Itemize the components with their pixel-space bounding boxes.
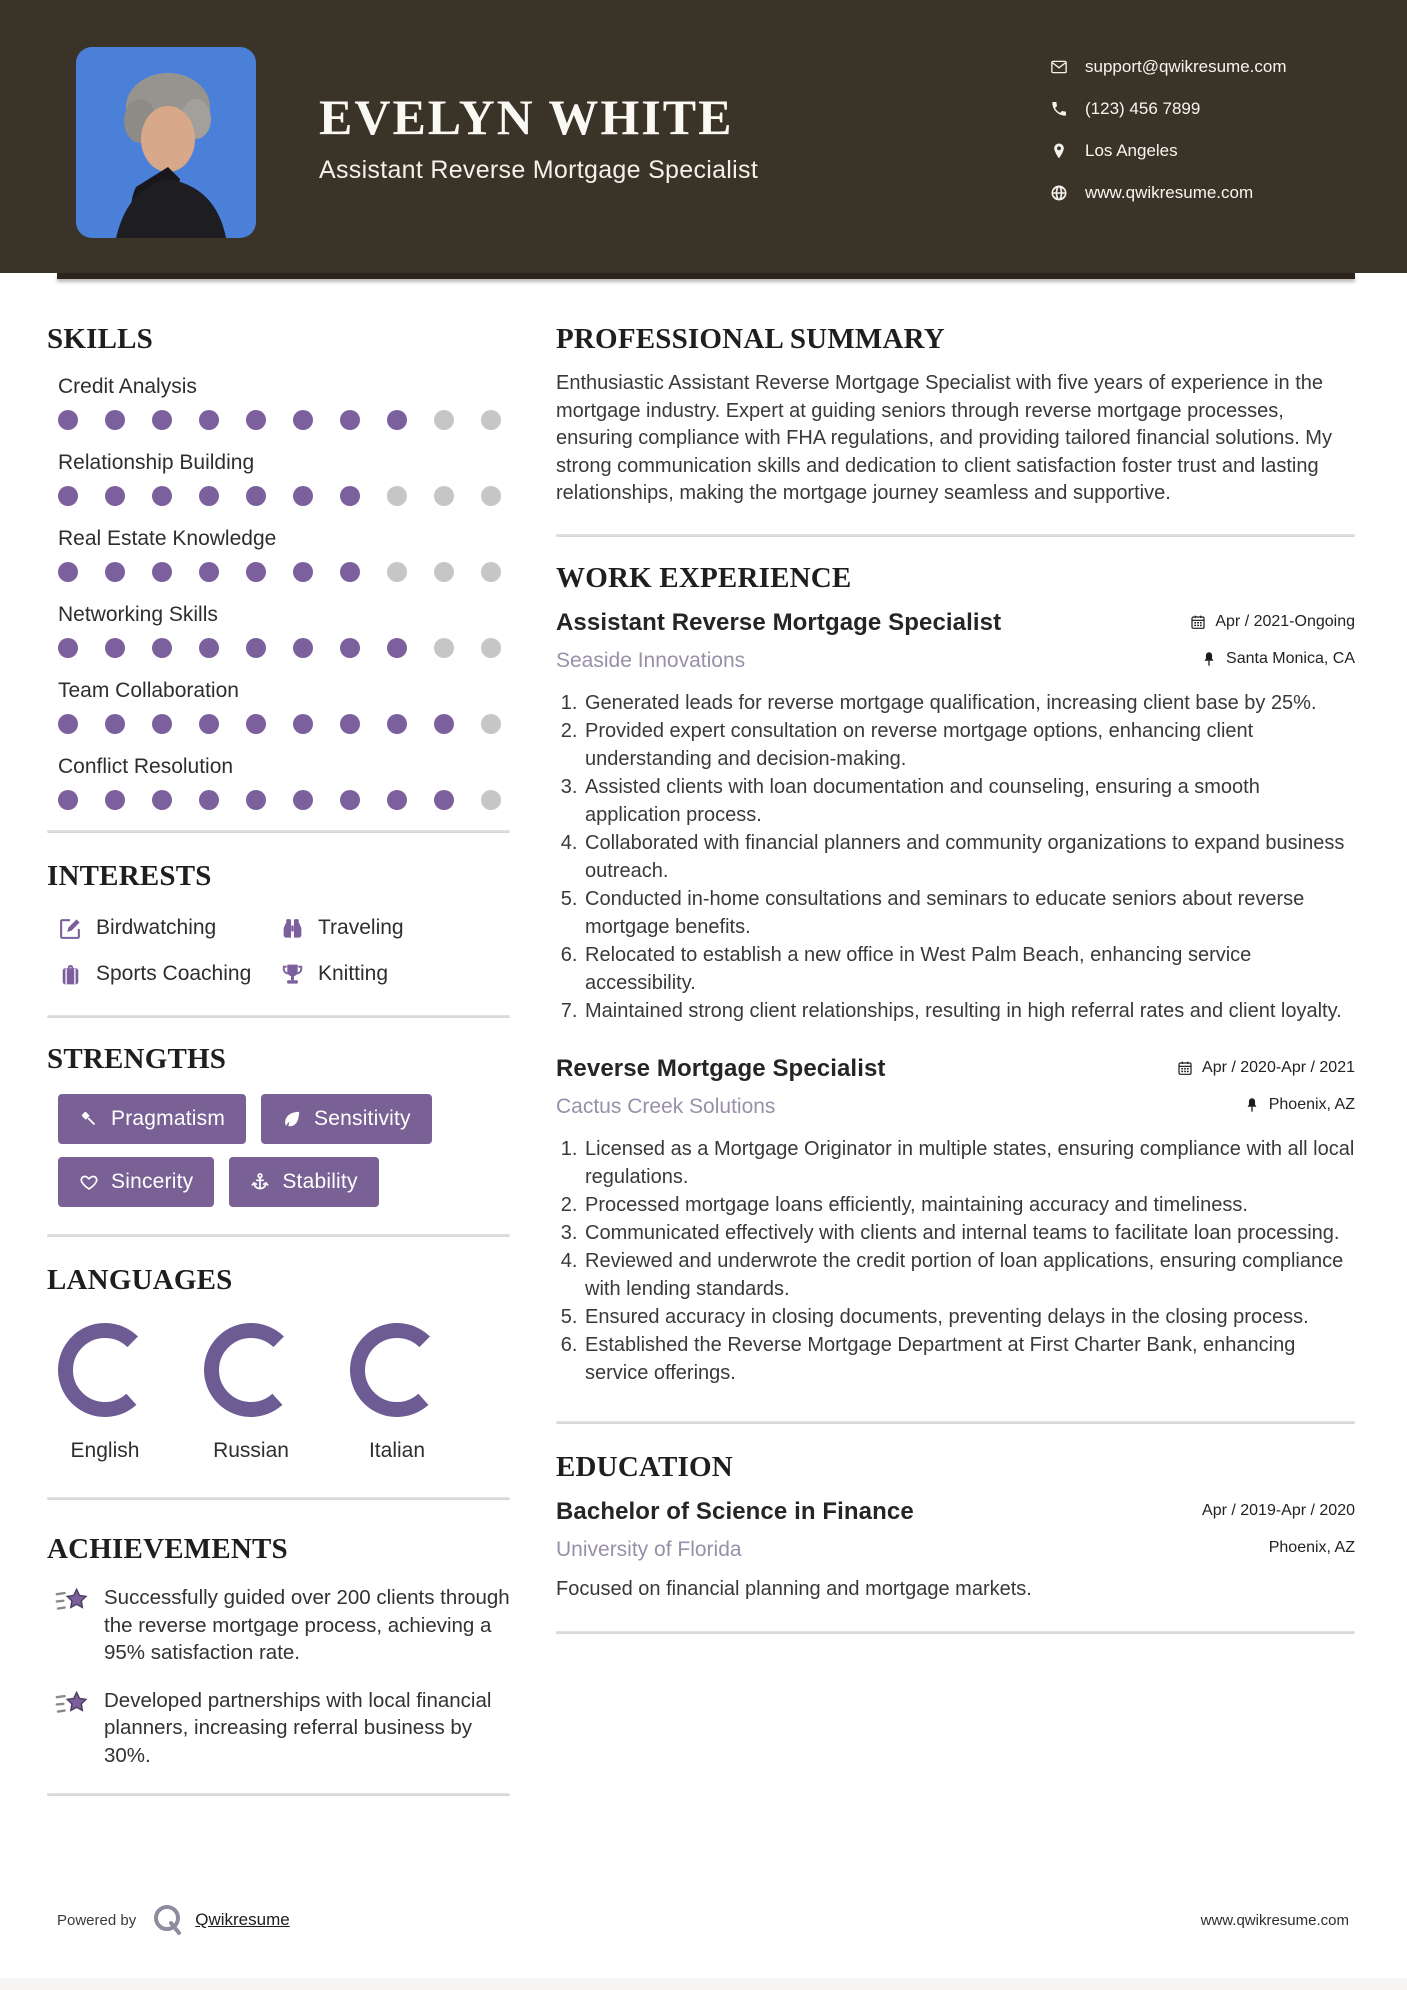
- contact-text: Los Angeles: [1085, 141, 1178, 160]
- skill-dot: [434, 638, 454, 658]
- skill-dot: [105, 638, 125, 658]
- job-location: [1244, 1096, 1355, 1114]
- education-heading: EDUCATION: [556, 1450, 733, 1483]
- achievement-text: Developed partnerships with local financial planners, increasing referral business by 30%.: [104, 1688, 492, 1767]
- phone-icon: [1050, 100, 1068, 118]
- degree-title: Bachelor of Science in Finance: [556, 1497, 914, 1525]
- skill-dot: [152, 714, 172, 734]
- interests-heading: INTERESTS: [47, 860, 212, 892]
- bottom-strip: [0, 1978, 1407, 1990]
- skill-dot: [199, 486, 219, 506]
- skill-dot: [340, 714, 360, 734]
- interests-list: [58, 913, 510, 989]
- job-title-row: [556, 609, 1355, 637]
- skill-dot: [58, 714, 78, 734]
- jobs-list: [556, 609, 1355, 1387]
- achievement-item: [55, 1687, 510, 1770]
- shooting-star-icon: [55, 1689, 91, 1721]
- section-divider: [47, 1234, 510, 1237]
- skill-dot: [434, 714, 454, 734]
- calendar-icon: [1177, 1060, 1193, 1076]
- company-name: Cactus Creek Solutions: [556, 1094, 776, 1118]
- interest-item: [58, 913, 280, 943]
- skill-dot: [246, 714, 266, 734]
- school-name: University of Florida: [556, 1537, 742, 1561]
- languages-heading: LANGUAGES: [47, 1264, 233, 1296]
- language-ring: [350, 1323, 444, 1417]
- globe-icon: [1050, 184, 1068, 202]
- job-date: [1190, 613, 1355, 631]
- powered-by-block: [57, 1902, 290, 1938]
- skill-item: [47, 374, 510, 430]
- strength-label: Sensitivity: [314, 1107, 411, 1130]
- skill-dot: [199, 410, 219, 430]
- person-title: Assistant Reverse Mortgage Specialist: [319, 156, 759, 184]
- job-bullet: 4. Collaborated with financial planners and community organizations to expand business outreach.: [583, 829, 1355, 885]
- trophy-icon: [280, 962, 305, 987]
- job-date-text: Apr / 2021-Ongoing: [1215, 612, 1355, 630]
- skill-dot: [293, 638, 313, 658]
- strength-badge: [58, 1157, 214, 1207]
- leaf-icon: [282, 1109, 302, 1129]
- skill-label: Credit Analysis: [58, 375, 197, 398]
- section-divider: [47, 1497, 510, 1500]
- skill-dot: [293, 486, 313, 506]
- skill-dot: [481, 714, 501, 734]
- skill-dot: [434, 790, 454, 810]
- strength-badge: [261, 1094, 432, 1144]
- language-item: [350, 1323, 444, 1463]
- education-date: Apr / 2019-Apr / 2020: [1177, 1502, 1355, 1520]
- education-entry: [556, 1498, 1355, 1601]
- summary-heading: PROFESSIONAL SUMMARY: [556, 323, 945, 355]
- skill-dot: [387, 790, 407, 810]
- language-label: Russian: [213, 1439, 289, 1462]
- contact-text: www.qwikresume.com: [1085, 183, 1254, 202]
- skill-dot: [246, 562, 266, 582]
- skill-dot: [434, 410, 454, 430]
- job-bullet: 2. Provided expert consultation on reverse mortgage options, enhancing client understanding and decision-making.: [583, 717, 1355, 773]
- skill-dot: [58, 638, 78, 658]
- skill-dot: [58, 486, 78, 506]
- pushpin-icon: [1244, 1540, 1260, 1556]
- job-bullet: 4. Reviewed and underwrote the credit portion of loan applications, ensuring compliance with lending standards.: [583, 1247, 1355, 1303]
- section-divider: [47, 1015, 510, 1018]
- job-bullet: 3. Communicated effectively with clients and internal teams to facilitate loan processing.: [583, 1219, 1355, 1247]
- skill-dot: [481, 486, 501, 506]
- language-label: English: [70, 1439, 140, 1462]
- skill-label: Networking Skills: [58, 603, 218, 626]
- skill-item: [47, 602, 510, 658]
- job-bullet: 3. Assisted clients with loan documentation and counseling, ensuring a smooth application process.: [583, 773, 1355, 829]
- skill-dot: [481, 638, 501, 658]
- interest-label: Knitting: [318, 962, 389, 985]
- skill-dot: [340, 486, 360, 506]
- skill-label: Relationship Building: [58, 451, 255, 474]
- contact-text: support@qwikresume.com: [1085, 57, 1287, 76]
- job-company-row: [556, 649, 1355, 673]
- heart-icon: [79, 1172, 99, 1192]
- job-bullets: [556, 689, 1355, 1025]
- job-company-row: [556, 1095, 1355, 1119]
- pushpin-icon: [1201, 651, 1217, 667]
- skill-item: [47, 450, 510, 506]
- skills-list: [47, 374, 510, 810]
- section-divider: [47, 830, 510, 833]
- interest-label: Sports Coaching: [96, 962, 252, 985]
- skill-dot: [199, 638, 219, 658]
- right-column: [556, 322, 1355, 1796]
- skill-dot: [387, 410, 407, 430]
- skill-dot: [152, 790, 172, 810]
- identity-block: [319, 89, 759, 185]
- skill-dot: [152, 562, 172, 582]
- job-date: [1177, 1059, 1355, 1077]
- gavel-icon: [79, 1109, 99, 1129]
- interest-item: [280, 959, 510, 989]
- job-bullet: 5. Conducted in-home consultations and seminars to educate seniors about reverse mortgage benefits.: [583, 885, 1355, 941]
- section-divider: [556, 1421, 1355, 1424]
- strength-label: Stability: [282, 1170, 358, 1193]
- skill-dot: [152, 410, 172, 430]
- anchor-icon: [250, 1172, 270, 1192]
- skill-dot: [340, 562, 360, 582]
- education-location: Phoenix, AZ: [1244, 1539, 1355, 1557]
- job-bullet: 2. Processed mortgage loans efficiently, maintaining accuracy and timeliness.: [583, 1191, 1355, 1219]
- job-entry: [556, 609, 1355, 1025]
- skill-dot: [387, 638, 407, 658]
- skill-dot: [387, 486, 407, 506]
- header: [0, 0, 1407, 273]
- skill-dot: [105, 562, 125, 582]
- job-bullet: 1. Generated leads for reverse mortgage qualification, increasing client base by 25%.: [583, 689, 1355, 717]
- work-experience-heading: WORK EXPERIENCE: [556, 561, 852, 594]
- interest-item: [58, 959, 280, 989]
- skill-dot: [481, 790, 501, 810]
- strengths-list: [58, 1094, 510, 1220]
- email-icon: [1050, 58, 1068, 76]
- footer: [57, 1902, 1349, 1938]
- skill-dot: [293, 714, 313, 734]
- section-divider: [47, 1793, 510, 1796]
- location-icon: [1050, 142, 1068, 160]
- skill-label: Team Collaboration: [58, 679, 239, 702]
- edit-icon: [58, 916, 83, 941]
- skill-dot: [152, 638, 172, 658]
- calendar-icon: [1177, 1503, 1193, 1519]
- skill-item: [47, 526, 510, 582]
- skill-dots: [58, 562, 510, 582]
- education-note: Focused on financial planning and mortgage markets.: [556, 1577, 1032, 1600]
- language-label: Italian: [368, 1439, 426, 1462]
- job-title: Assistant Reverse Mortgage Specialist: [556, 608, 1002, 636]
- footer-website: www.qwikresume.com: [1200, 1911, 1349, 1929]
- qwikresume-logo-icon: [150, 1902, 186, 1938]
- job-bullets: [556, 1135, 1355, 1387]
- strength-label: Pragmatism: [111, 1107, 226, 1130]
- skill-dot: [340, 638, 360, 658]
- skill-dot: [152, 486, 172, 506]
- skill-dot: [105, 790, 125, 810]
- job-date-text: Apr / 2020-Apr / 2021: [1202, 1058, 1355, 1076]
- interest-item: [280, 913, 510, 943]
- skill-item: [47, 754, 510, 810]
- skill-dot: [199, 562, 219, 582]
- skill-dot: [105, 486, 125, 506]
- job-location-text: Phoenix, AZ: [1268, 1095, 1355, 1113]
- job-bullet: 5. Ensured accuracy in closing documents, preventing delays in the closing process.: [583, 1303, 1355, 1331]
- skill-dot: [58, 790, 78, 810]
- job-entry: [556, 1055, 1355, 1387]
- qwikresume-brand-link[interactable]: Qwikresume: [195, 1910, 290, 1929]
- skill-dot: [340, 410, 360, 430]
- shooting-star-icon: [55, 1586, 91, 1618]
- contact-text: (123) 456 7899: [1085, 99, 1201, 118]
- skill-dot: [246, 410, 266, 430]
- skill-dot: [58, 562, 78, 582]
- language-ring: [58, 1323, 152, 1417]
- summary-text: Enthusiastic Assistant Reverse Mortgage Specialist with five years of experience in the mortgage industry. Expert at guiding seniors through reverse mortgage processes, ensuring compliance with FHA regulations, and providing tailored financial solutions. My strong communication skills and dedication to client satisfaction foster trust and lasting relationships, making the mortgage journey seamless and supportive.: [556, 372, 1332, 504]
- job-bullet: 6. Established the Reverse Mortgage Department at First Charter Bank, enhancing service offerings.: [583, 1331, 1355, 1387]
- skill-dot: [481, 410, 501, 430]
- achievements-heading: ACHIEVEMENTS: [47, 1533, 288, 1565]
- left-column: [47, 322, 510, 1796]
- skill-dots: [58, 714, 510, 734]
- job-title-row: [556, 1055, 1355, 1083]
- skill-dot: [481, 562, 501, 582]
- interest-label: Traveling: [318, 916, 404, 939]
- skill-dot: [105, 410, 125, 430]
- skill-dot: [293, 410, 313, 430]
- binoculars-icon: [280, 916, 305, 941]
- job-bullet: 7. Maintained strong client relationships, resulting in high referral rates and client loyalty.: [583, 997, 1355, 1025]
- job-location-text: Santa Monica, CA: [1226, 649, 1355, 667]
- skill-dot: [246, 486, 266, 506]
- skill-dot: [293, 562, 313, 582]
- strengths-heading: STRENGTHS: [47, 1043, 227, 1075]
- skill-dots: [58, 410, 510, 430]
- strength-badge: [229, 1157, 378, 1207]
- strength-label: Sincerity: [111, 1170, 194, 1193]
- achievement-text: Successfully guided over 200 clients through the reverse mortgage process, achieving a 95% satisfaction rate.: [104, 1586, 510, 1664]
- language-item: [204, 1323, 298, 1463]
- calendar-icon: [1190, 614, 1206, 630]
- company-name: Seaside Innovations: [556, 648, 746, 672]
- contact-row: [1050, 98, 1287, 120]
- skill-label: Conflict Resolution: [58, 755, 234, 778]
- job-bullet: 6. Relocated to establish a new office in West Palm Beach, enhancing service accessibility.: [583, 941, 1355, 997]
- pushpin-icon: [1244, 1097, 1260, 1113]
- job-title: Reverse Mortgage Specialist: [556, 1054, 886, 1082]
- content: [0, 279, 1407, 1796]
- skill-dot: [387, 714, 407, 734]
- interest-label: Birdwatching: [96, 916, 217, 939]
- skill-dot: [105, 714, 125, 734]
- contact-block: [1050, 56, 1287, 224]
- contact-row: [1050, 182, 1287, 204]
- skill-item: [47, 678, 510, 734]
- skill-dot: [387, 562, 407, 582]
- person-name: EVELYN WHITE: [319, 89, 734, 145]
- section-divider: [556, 1631, 1355, 1634]
- contact-row: [1050, 56, 1287, 78]
- languages-list: [58, 1323, 510, 1463]
- contact-row: [1050, 140, 1287, 162]
- skill-dot: [58, 410, 78, 430]
- language-item: [58, 1323, 152, 1463]
- skill-dot: [434, 486, 454, 506]
- job-location: [1201, 650, 1355, 668]
- section-divider: [556, 534, 1355, 537]
- skill-dot: [199, 790, 219, 810]
- job-bullet: 1. Licensed as a Mortgage Originator in multiple states, ensuring compliance with all local regulations.: [583, 1135, 1355, 1191]
- profile-photo-graphic: [76, 47, 256, 238]
- skill-dot: [246, 638, 266, 658]
- skill-dot: [293, 790, 313, 810]
- language-ring: [204, 1323, 298, 1417]
- achievements-list: [47, 1584, 510, 1769]
- skill-dot: [199, 714, 219, 734]
- achievement-item: [55, 1584, 510, 1667]
- profile-photo: [76, 47, 256, 238]
- skill-dots: [58, 486, 510, 506]
- powered-by-label: Powered by: [57, 1911, 137, 1929]
- skill-dot: [340, 790, 360, 810]
- skill-dots: [58, 790, 510, 810]
- skill-dot: [434, 562, 454, 582]
- skills-heading: SKILLS: [47, 323, 153, 355]
- skill-dots: [58, 638, 510, 658]
- skill-label: Real Estate Knowledge: [58, 527, 277, 550]
- skill-dot: [246, 790, 266, 810]
- briefcase-icon: [58, 962, 83, 987]
- strength-badge: [58, 1094, 246, 1144]
